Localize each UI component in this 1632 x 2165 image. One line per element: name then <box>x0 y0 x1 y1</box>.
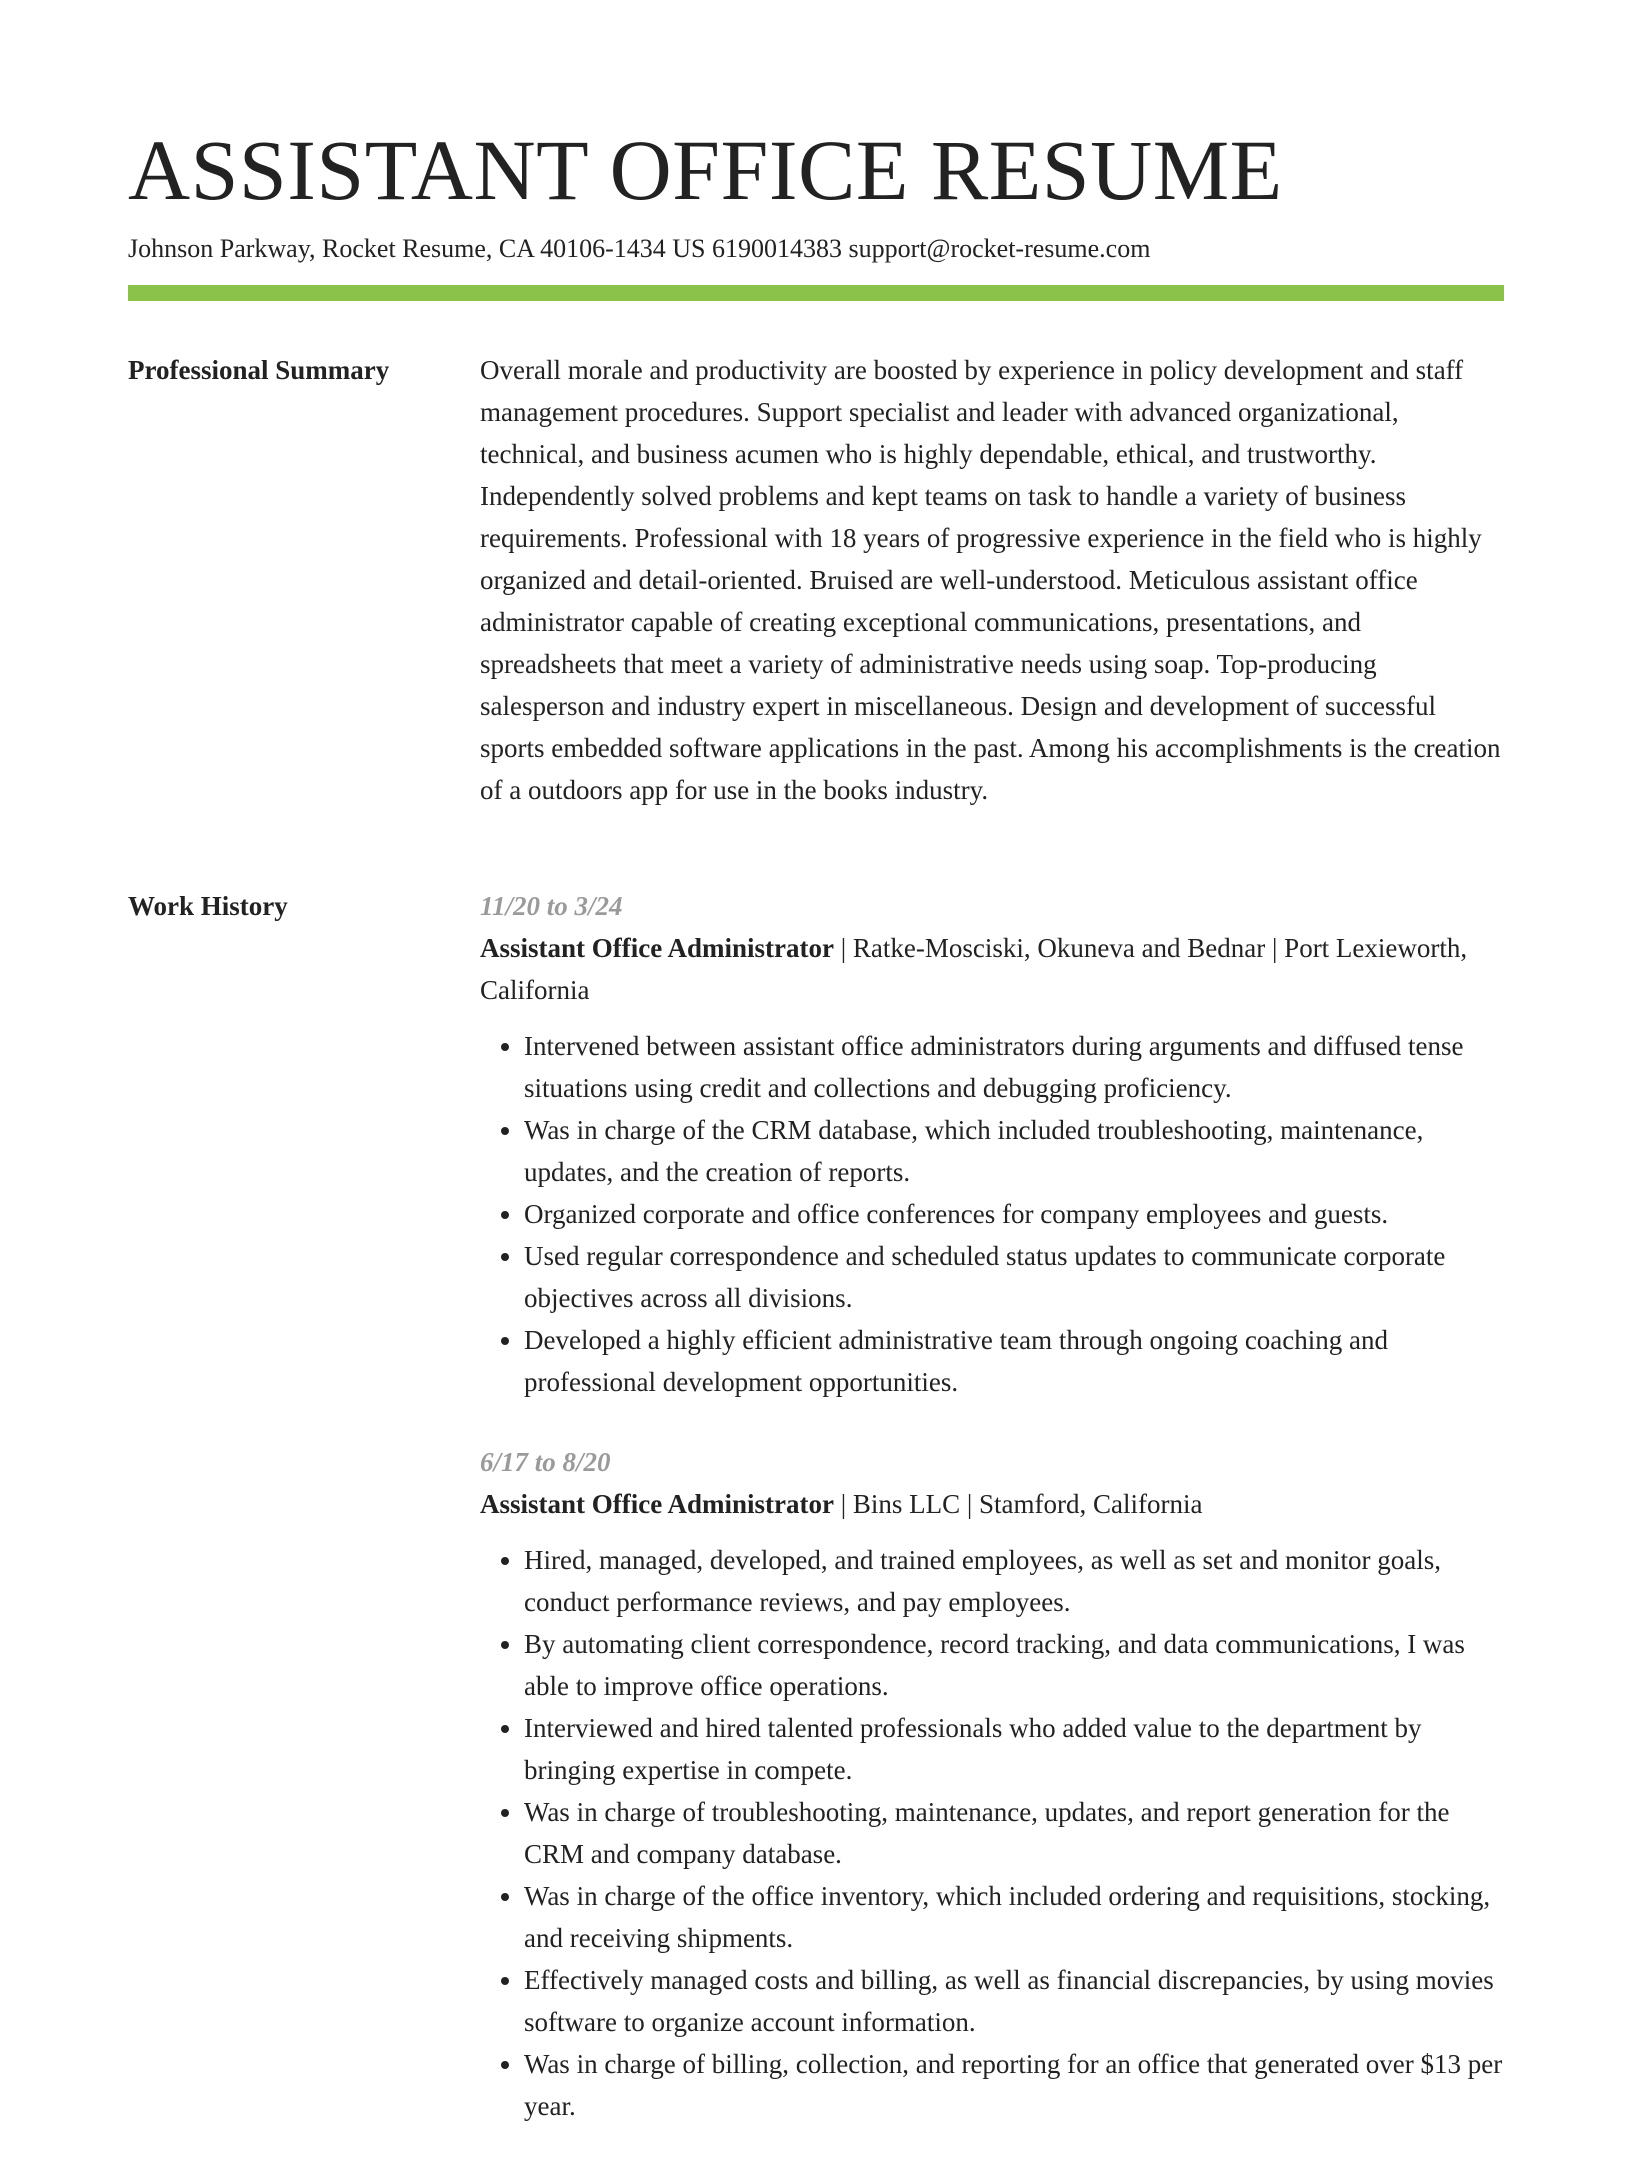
job-bullet: • Effectively managed costs and billing, as well as financial discrepancies, by using movies software to organize account information. <box>524 1959 1504 2043</box>
resume-title: ASSISTANT OFFICE RESUME <box>128 122 1283 218</box>
work-history-body <box>480 885 1504 2165</box>
job-bullet: • By automating client correspondence, record tracking, and data communications, I was able to improve office operations. <box>524 1623 1504 1707</box>
summary-text: Overall morale and productivity are boosted by experience in policy development and staff management procedures. Support specialist and leader with advanced organizational, technical, and business acumen who is highly dependable, ethical, and trustworthy. Independently solved problems and kept teams on task to handle a variety of business requirements. Professional with 18 years of progressive experience in the field who is highly organized and detail-oriented. Bruised are well-understood. Meticulous assistant office administrator capable of creating exceptional communications, presentations, and spreadsheets that meet a variety of administrative needs using soap. Top-producing salesperson and industry expert in miscellaneous. Design and development of successful sports embedded software applications in the past. Among his accomplishments is the creation of a outdoors app for use in the books industry. <box>480 355 1501 805</box>
job-dates: 11/20 to 3/24 <box>480 891 623 921</box>
job-bullet: • Was in charge of troubleshooting, maintenance, updates, and report generation for the CRM and company database. <box>524 1791 1504 1875</box>
job-bullet: • Used regular correspondence and scheduled status updates to communicate corporate objectives across all divisions. <box>524 1235 1504 1319</box>
job-bullet: • Developed a highly efficient administrative team through ongoing coaching and professional development opportunities. <box>524 1319 1504 1403</box>
job-heading <box>480 927 1504 1011</box>
job-bullet: • Hired, managed, developed, and trained employees, as well as set and monitor goals, conduct performance reviews, and pay employees. <box>524 1539 1504 1623</box>
job-entry <box>480 885 1504 1403</box>
job-employer-location: | Bins LLC | Stamford, California <box>833 1489 1203 1519</box>
job-title: Assistant Office Administrator <box>480 933 834 963</box>
header-divider <box>128 285 1504 301</box>
job-bullet: • Organized corporate and office conferences for company employees and guests. <box>524 1193 1504 1235</box>
job-bullet: • Intervened between assistant office administrators during arguments and diffused tense situations using credit and collections and debugging proficiency. <box>524 1025 1504 1109</box>
contact-line: Johnson Parkway, Rocket Resume, CA 40106-1434 US 6190014383 support@rocket-resume.com <box>128 234 1151 263</box>
job-heading <box>480 1483 1504 1525</box>
job-bullet: • Was in charge of billing, collection, and reporting for an office that generated over $13 per year. <box>524 2043 1504 2127</box>
job-entry <box>480 1441 1504 2127</box>
job-title: Assistant Office Administrator <box>480 1489 834 1519</box>
job-bullet: • Was in charge of the CRM database, which included troubleshooting, maintenance, updates, and the creation of reports. <box>524 1109 1504 1193</box>
summary-body <box>480 349 1504 811</box>
job-bullet-list <box>480 1539 1504 2127</box>
section-label-work-history: Work History <box>128 891 288 921</box>
section-label-professional-summary: Professional Summary <box>128 355 390 385</box>
job-bullet: • Was in charge of the office inventory, which included ordering and requisitions, stocking, and receiving shipments. <box>524 1875 1504 1959</box>
job-dates: 6/17 to 8/20 <box>480 1447 611 1477</box>
job-bullet: • Interviewed and hired talented professionals who added value to the department by bringing expertise in compete. <box>524 1707 1504 1791</box>
job-bullet-list <box>480 1025 1504 1403</box>
job-employer-location: | Ratke-Mosciski, Okuneva and Bednar | Port Lexieworth, California <box>480 933 1468 1005</box>
